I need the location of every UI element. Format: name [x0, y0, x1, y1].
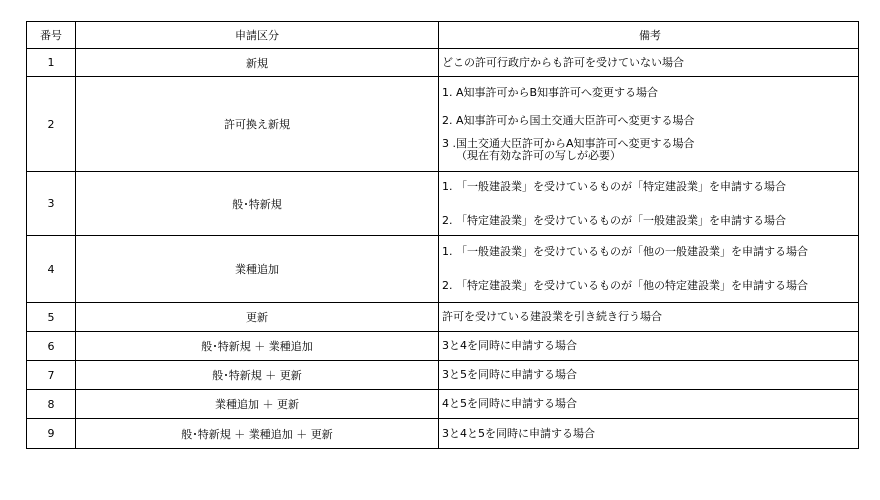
- table-row: [27, 236, 859, 303]
- row-category: 許可換え新規: [76, 77, 439, 172]
- remark-line: 1. 「一般建設業」を受けているものが「特定建設業」を申請する場合: [442, 179, 786, 193]
- row-remarks: [439, 361, 859, 390]
- row-remarks: [439, 236, 859, 303]
- row-number: 2: [27, 77, 76, 172]
- row-remarks: [439, 303, 859, 332]
- row-number: 1: [27, 49, 76, 77]
- header-category: 申請区分: [76, 22, 439, 49]
- remark-line: 1. 「一般建設業」を受けているものが「他の一般建設業」を申請する場合: [442, 245, 808, 258]
- table-row: [27, 77, 859, 172]
- row-number: 6: [27, 332, 76, 361]
- row-remarks: [439, 172, 859, 236]
- row-remarks: [439, 49, 859, 77]
- header-number: 番号: [27, 22, 76, 49]
- row-category: 般･特新規 ＋ 更新: [76, 361, 439, 390]
- remark-line: どこの許可行政庁からも許可を受けていない場合: [442, 55, 684, 69]
- row-remarks: [439, 419, 859, 449]
- remark-line: 1. A知事許可からB知事許可へ変更する場合: [442, 86, 659, 99]
- row-category: 般･特新規: [76, 172, 439, 236]
- row-remarks: [439, 332, 859, 361]
- row-number: 8: [27, 390, 76, 419]
- remark-line: 2. 「特定建設業」を受けているものが「一般建設業」を申請する場合: [442, 213, 786, 227]
- row-category: 業種追加 ＋ 更新: [76, 390, 439, 419]
- remark-line: 2. 「特定建設業」を受けているものが「他の特定建設業」を申請する場合: [442, 279, 808, 292]
- row-category: 般･特新規 ＋ 業種追加 ＋ 更新: [76, 419, 439, 449]
- header-remarks: 備考: [439, 22, 859, 49]
- row-number: 7: [27, 361, 76, 390]
- row-number: 3: [27, 172, 76, 236]
- row-number: 4: [27, 236, 76, 303]
- row-category: 般･特新規 ＋ 業種追加: [76, 332, 439, 361]
- remark-line: 3と4を同時に申請する場合: [442, 339, 577, 352]
- table-row: [27, 361, 859, 390]
- row-category: 更新: [76, 303, 439, 332]
- remark-line: 3と5を同時に申請する場合: [442, 368, 577, 381]
- table-row: [27, 419, 859, 449]
- table-row: [27, 172, 859, 236]
- remark-line: 3と4と5を同時に申請する場合: [442, 426, 595, 440]
- table-row: [27, 303, 859, 332]
- table-row: [27, 49, 859, 77]
- remark-line: 4と5を同時に申請する場合: [442, 397, 577, 410]
- remark-line: 許可を受けている建設業を引き続き行う場合: [442, 310, 662, 323]
- remark-line: 3 .国土交通大臣許可からA知事許可へ変更する場合: [442, 137, 695, 150]
- application-category-table: [26, 21, 859, 449]
- table-row: [27, 390, 859, 419]
- row-number: 5: [27, 303, 76, 332]
- remark-line: （現在有効な許可の写しが必要）: [456, 149, 621, 162]
- row-category: 業種追加: [76, 236, 439, 303]
- row-number: 9: [27, 419, 76, 449]
- table-header-row: [27, 22, 859, 49]
- remark-line: 2. A知事許可から国土交通大臣許可へ変更する場合: [442, 114, 695, 127]
- row-category: 新規: [76, 49, 439, 77]
- row-remarks: [439, 390, 859, 419]
- row-remarks: [439, 77, 859, 172]
- table-row: [27, 332, 859, 361]
